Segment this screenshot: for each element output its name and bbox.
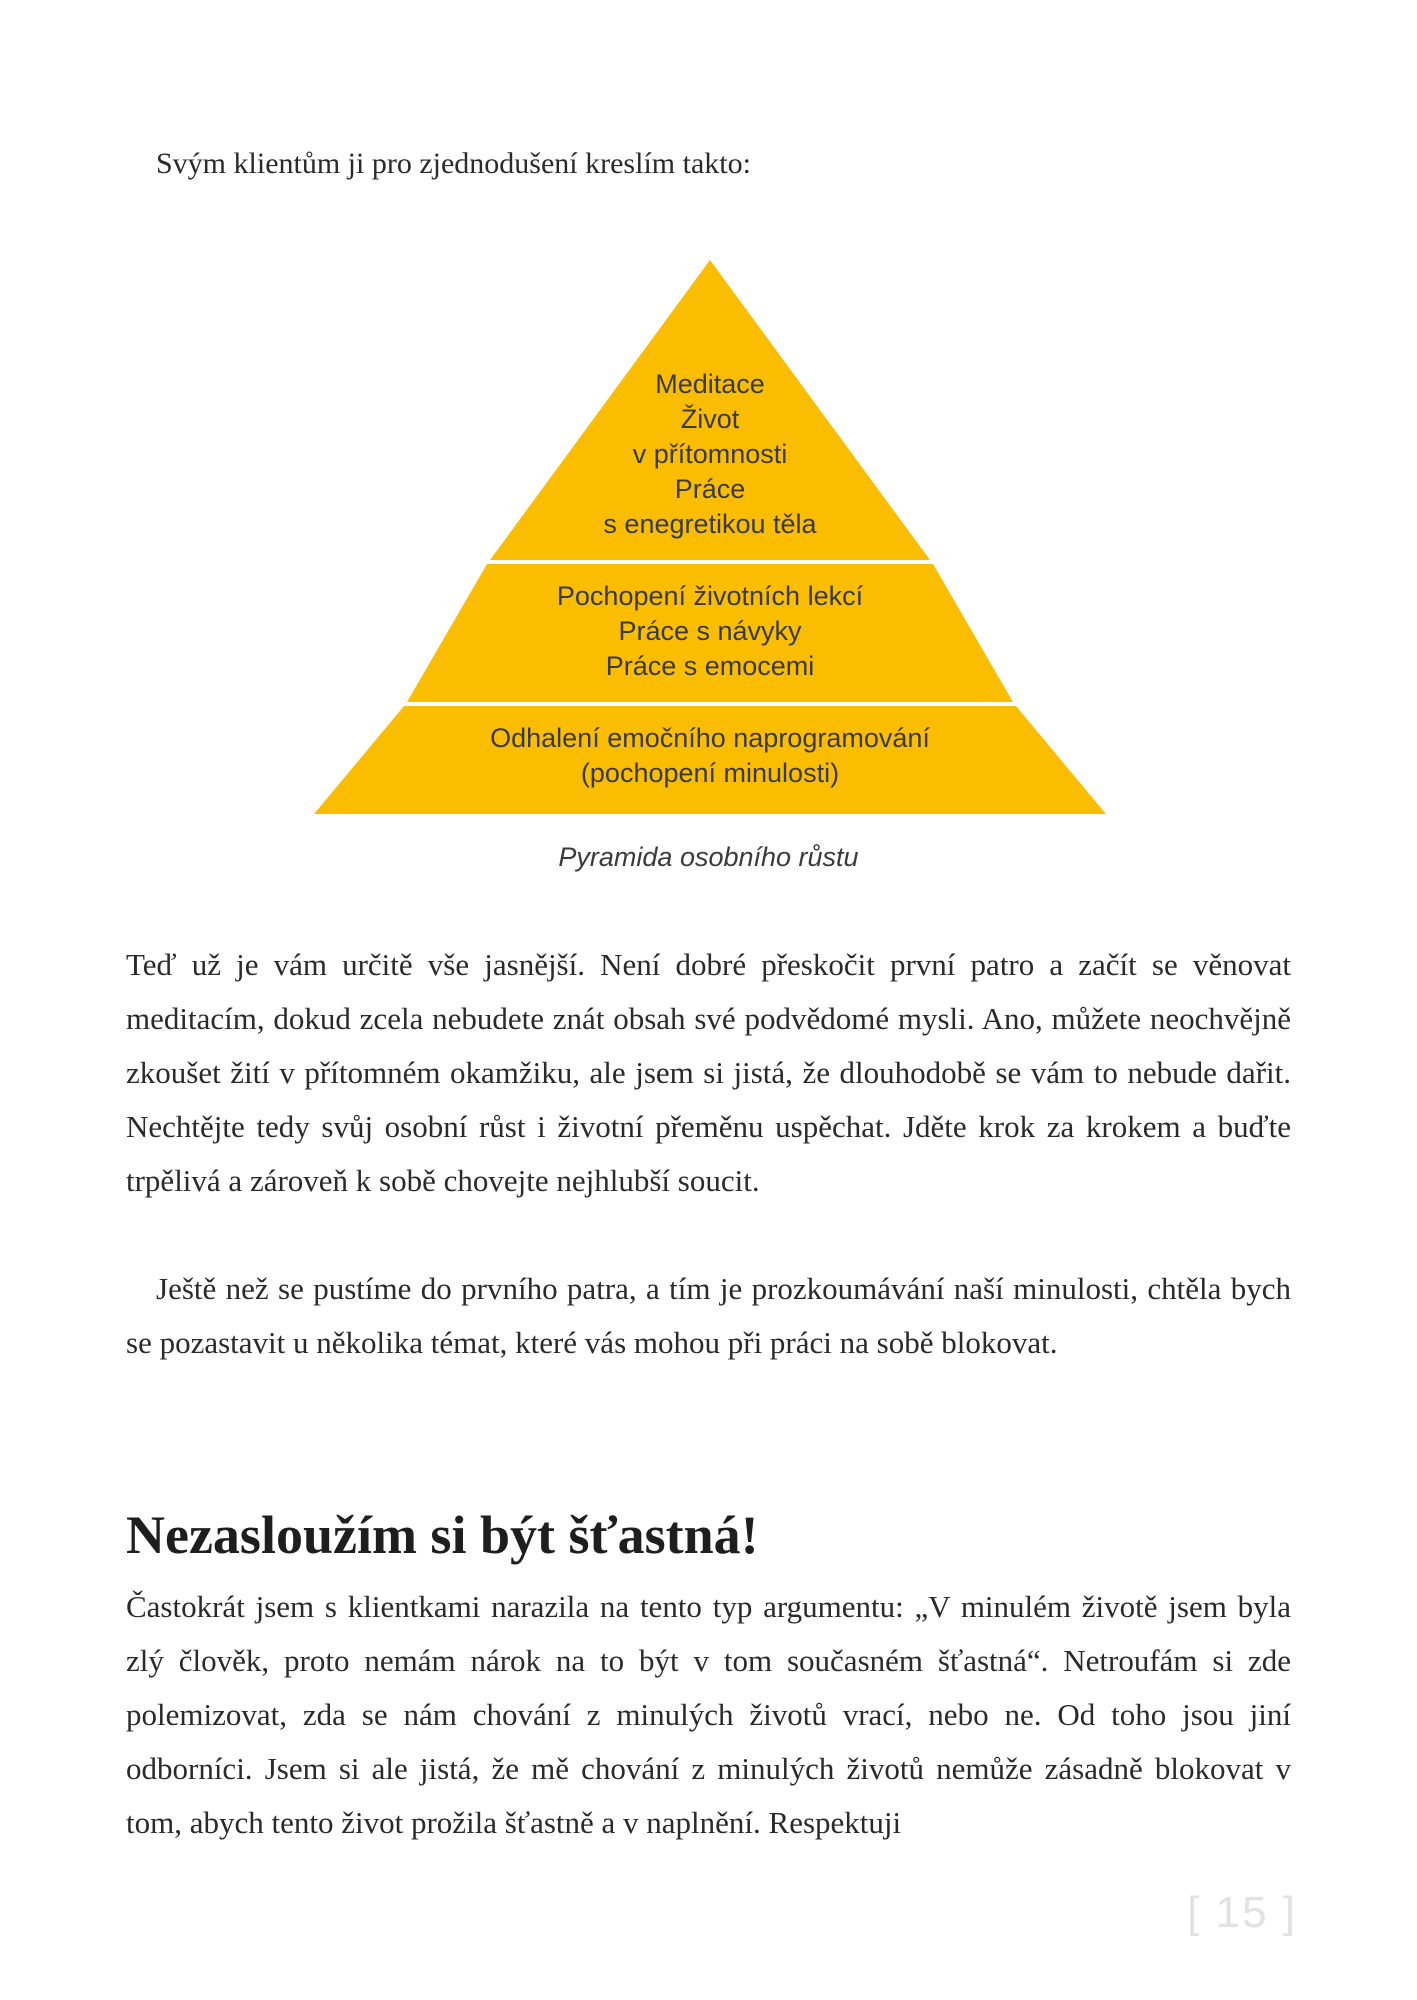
pyramid-label: Život [680,404,740,434]
personal-growth-pyramid-diagram [300,260,1120,820]
section-heading: Nezasloužím si být šťastná! [126,1505,759,1565]
diagram-caption: Pyramida osobního růstu [558,842,859,872]
paragraph: Častokrát jsem s klientkami narazila na tento typ argumentu: „V minulém životě jsem byla zlý člověk, proto nemám nárok na to být v tom současném šťastná“. Netroufám si zde polemizovat, zda se nám chování z minulých životů vrací, nebo ne. Od toho jsou jiní odborníci. Jsem si ale jistá, že mě chování z minulých životů nemůže zásadně blokovat v tom, abych tento život prožila šťastně a v naplnění. Respektuji [126,1589,1291,1840]
paragraph: Teď už je vám určitě vše jasnější. Není dobré přeskočit první patro a začít se věnovat meditacím, dokud zcela nebudete znát obsah své podvědomé mysli. Ano, můžete neochvějně zkoušet žití v přítomném okamžiku, ale jsem si jistá, že dlouhodobě se vám to nebude dařit. Nechtějte tedy svůj osobní růst i životní přeměnu uspěchat. Jděte krok za krokem a buďte trpělivá a zároveň k sobě chovejte nejhlubší soucit. [126,947,1291,1198]
paragraph: Ještě než se pustíme do prvního patra, a tím je prozkoumávání naší minulosti, chtěla bych se pozastavit u několika témat, které vás mohou při práci na sobě blokovat. [126,1271,1291,1360]
pyramid-label: s enegretikou těla [603,509,817,539]
pyramid-label: Práce [674,474,746,504]
page-number: [ 15 ] [1187,1888,1297,1937]
pyramid-label: v přítomnosti [632,439,788,469]
intro-text: Svým klientům ji pro zjednodušení kreslím takto: [156,147,751,180]
pyramid-label: Práce s emocemi [605,651,815,681]
pyramid-label: Pochopení životních lekcí [556,581,864,611]
pyramid-label: (pochopení minulosti) [580,758,840,788]
pyramid-label: Meditace [655,369,765,399]
pyramid-label: Práce s návyky [618,616,802,646]
pyramid-label: Odhalení emočního naprogramování [490,723,930,753]
